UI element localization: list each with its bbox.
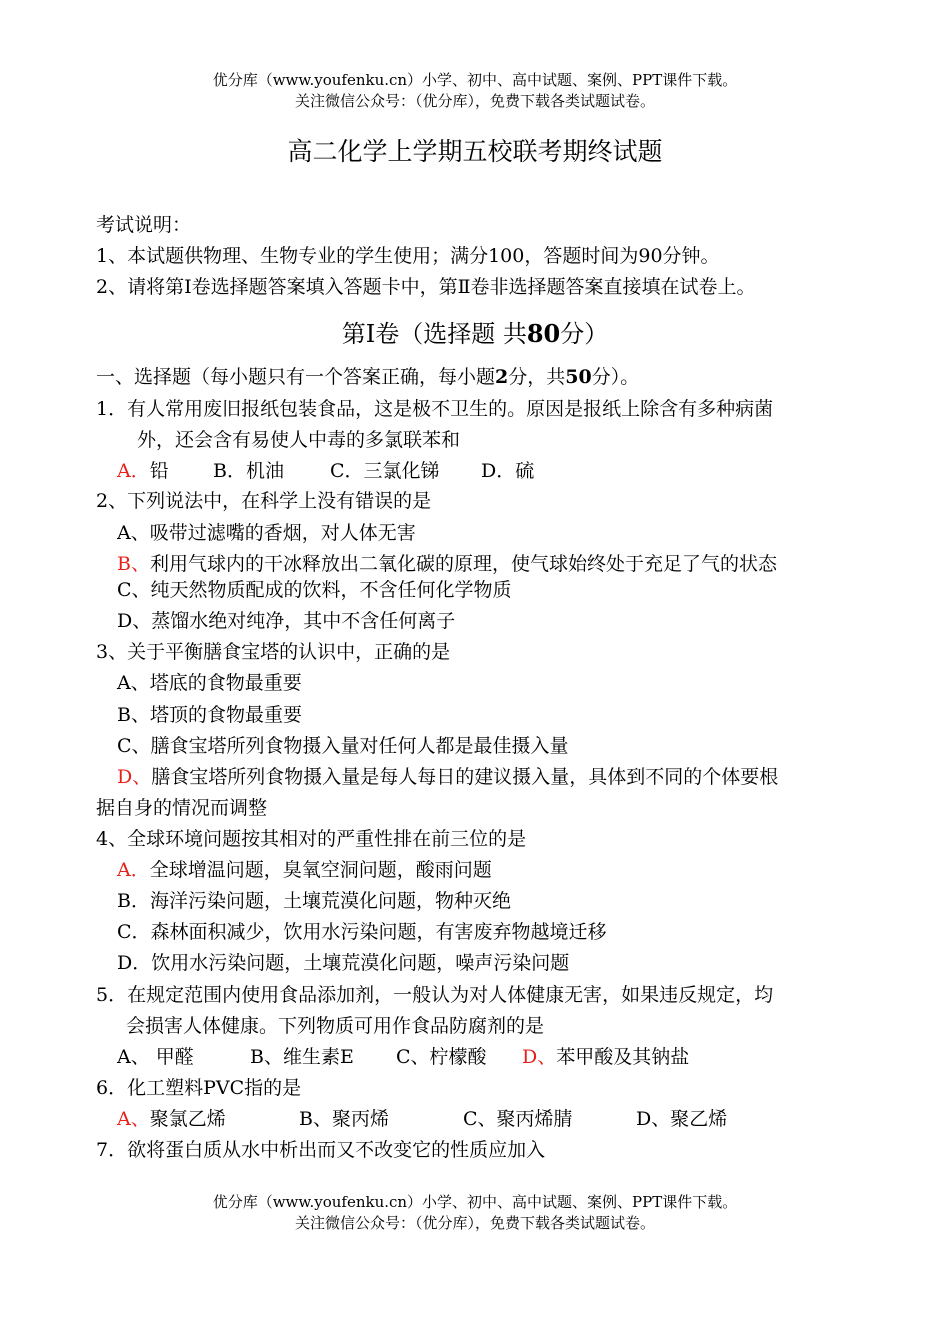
q3-option-a: A、塔底的食物最重要 — [117, 672, 302, 694]
q4-option-a: A．全球增温问题，臭氧空洞问题，酸雨问题 — [117, 859, 492, 881]
q5-stem-1: 5．在规定范围内使用食品添加剂，一般认为对人体健康无害，如果违反规定，均 — [96, 984, 774, 1006]
q1-stem-2: 外，还会含有易使人中毒的多氯联苯和 — [137, 429, 461, 451]
footer-line-1: 优分库（www.youfenku.cn）小学、初中、高中试题、案例、PPT课件下载。 — [212, 1193, 738, 1211]
q4-stem: 4、全球环境问题按其相对的严重性排在前三位的是 — [96, 828, 527, 850]
q3-option-d-cont: 据自身的情况而调整 — [96, 797, 268, 819]
page-title: 高二化学上学期五校联考期终试题 — [287, 137, 663, 166]
q5-option-a: A、 甲醛 — [117, 1046, 194, 1068]
q1-option-d: D．硫 — [481, 460, 535, 482]
q6-option-b: B、聚丙烯 — [299, 1108, 389, 1130]
q6-stem: 6．化工塑料PVC指的是 — [96, 1077, 302, 1099]
q2-option-c: C、纯天然物质配成的饮料，不含任何化学物质 — [117, 579, 512, 601]
q6-option-c: C、聚丙烯腈 — [463, 1108, 573, 1130]
header-line-2: 关注微信公众号：（优分库），免费下载各类试题试卷。 — [294, 92, 655, 110]
q3-option-c: C、膳食宝塔所列食物摄入量对任何人都是最佳摄入量 — [117, 735, 569, 757]
q1-stem-1: 1．有人常用废旧报纸包装食品，这是极不卫生的。原因是报纸上除含有多种病菌 — [96, 398, 774, 420]
q3-option-b: B、塔顶的食物最重要 — [117, 704, 302, 726]
q2-stem: 2、下列说法中，在科学上没有错误的是 — [96, 490, 432, 512]
q4-option-c: C．森林面积减少，饮用水污染问题，有害废弃物越境迁移 — [117, 921, 607, 943]
note-1: 1、本试题供物理、生物专业的学生使用；满分100，答题时间为90分钟。 — [96, 245, 720, 267]
q2-option-a: A、吸带过滤嘴的香烟，对人体无害 — [117, 522, 416, 544]
q2-option-b: B、利用气球内的干冰释放出二氧化碳的原理，使气球始终处于充足了气的状态 — [117, 553, 777, 575]
q5-option-d: D、苯甲酸及其钠盐 — [522, 1046, 690, 1068]
footer-line-2: 关注微信公众号：（优分库），免费下载各类试题试卷。 — [294, 1214, 655, 1232]
part-heading: 一、选择题（每小题只有一个答案正确，每小题2分，共50分）。 — [96, 366, 640, 388]
q7-stem: 7．欲将蛋白质从水中析出而又不改变它的性质应加入 — [96, 1139, 546, 1161]
q4-option-d: D．饮用水污染问题，土壤荒漠化问题，噪声污染问题 — [117, 952, 570, 974]
header-line-1: 优分库（www.youfenku.cn）小学、初中、高中试题、案例、PPT课件下载。 — [212, 71, 738, 89]
notes-heading: 考试说明： — [96, 214, 192, 236]
q6-option-a: A、聚氯乙烯 — [117, 1108, 226, 1130]
q3-option-d: D、膳食宝塔所列食物摄入量是每人每日的建议摄入量，具体到不同的个体要根 — [117, 766, 779, 788]
q4-option-b: B．海洋污染问题，土壤荒漠化问题，物种灭绝 — [117, 890, 511, 912]
q5-stem-2: 会损害人体健康。下列物质可用作食品防腐剂的是 — [126, 1015, 545, 1037]
q2-option-d: D、蒸馏水绝对纯净，其中不含任何离子 — [117, 610, 456, 632]
section-heading: 第Ⅰ卷（选择题 共80分） — [341, 319, 609, 348]
q1-option-b: B．机油 — [213, 460, 284, 482]
q6-option-d: D、聚乙烯 — [636, 1108, 728, 1130]
q1-option-c: C．三氯化锑 — [330, 460, 440, 482]
q5-option-b: B、维生素E — [250, 1046, 354, 1068]
q3-stem: 3、关于平衡膳食宝塔的认识中，正确的是 — [96, 641, 451, 663]
q1-option-a: A．铅 — [117, 460, 169, 482]
q5-option-c: C、柠檬酸 — [396, 1046, 487, 1068]
note-2: 2、请将第Ⅰ卷选择题答案填入答题卡中，第Ⅱ卷非选择题答案直接填在试卷上。 — [96, 276, 756, 298]
